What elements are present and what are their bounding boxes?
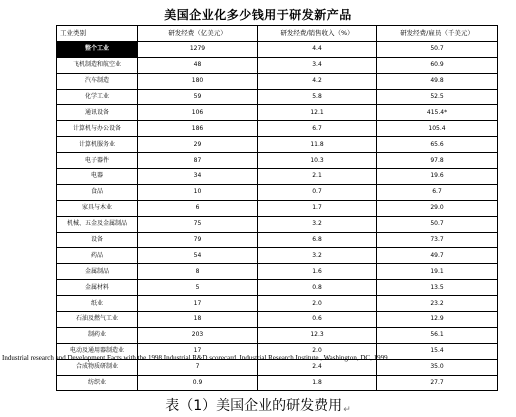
- cell-spend-per-employee: 52.5: [377, 89, 498, 105]
- cell-spend-per-employee: 49.7: [377, 248, 498, 264]
- caption-text: 表（1）美国企业的研发费用: [165, 398, 343, 414]
- cell-industry: 药品: [57, 248, 138, 264]
- cell-spend-ratio: 11.8: [258, 137, 377, 153]
- cell-spend-per-employee: 23.2: [377, 296, 498, 312]
- cell-spend-ratio: 0.8: [258, 280, 377, 296]
- cell-industry: 计算机与办公设备: [57, 121, 138, 137]
- table-row: [57, 121, 498, 137]
- cell-spend-per-employee: 6.7: [377, 184, 498, 200]
- cell-spend-ratio: 2.1: [258, 169, 377, 185]
- cell-spend: 59: [138, 89, 258, 105]
- table-row: [57, 375, 498, 391]
- source-citation: Industrial research and Development Facts with the 1998 Industrial R&D scorecard. Industrial Research Institute., Washington, DC, 1999: [2, 354, 388, 362]
- cell-spend-per-employee: 97.8: [377, 153, 498, 169]
- header-row: [57, 26, 498, 42]
- cell-spend-ratio: 2.4: [258, 359, 377, 375]
- cell-spend-ratio: 4.2: [258, 73, 377, 89]
- cell-spend-ratio: 3.2: [258, 248, 377, 264]
- rd-table: [56, 25, 498, 391]
- cell-spend: 10: [138, 184, 258, 200]
- cell-spend: 7: [138, 359, 258, 375]
- cell-spend-ratio: 1.6: [258, 264, 377, 280]
- cell-spend: 54: [138, 248, 258, 264]
- cell-spend-ratio: 3.2: [258, 216, 377, 232]
- cell-spend-ratio: 6.8: [258, 232, 377, 248]
- cell-spend: 203: [138, 327, 258, 343]
- cell-industry: 整个工业: [57, 41, 138, 57]
- table-row: [57, 73, 498, 89]
- paragraph-mark-icon: ↵: [343, 405, 351, 415]
- cell-industry: 合成物质研制业: [57, 359, 138, 375]
- cell-spend-ratio: 1.8: [258, 375, 377, 391]
- cell-spend-ratio: 4.4: [258, 41, 377, 57]
- table-row: [57, 89, 498, 105]
- cell-spend-ratio: 0.7: [258, 184, 377, 200]
- cell-industry: 纺织业: [57, 375, 138, 391]
- table-body: [57, 41, 498, 391]
- cell-spend-ratio: 3.4: [258, 57, 377, 73]
- cell-spend-ratio: 12.3: [258, 327, 377, 343]
- table-row: [57, 169, 498, 185]
- cell-industry: 金属材料: [57, 280, 138, 296]
- cell-industry: 飞机制造和航空业: [57, 57, 138, 73]
- cell-spend-per-employee: 105.4: [377, 121, 498, 137]
- table-row: [57, 41, 498, 57]
- cell-spend-per-employee: 19.6: [377, 169, 498, 185]
- cell-spend-per-employee: 50.7: [377, 41, 498, 57]
- cell-spend-ratio: 2.0: [258, 296, 377, 312]
- table-row: [57, 184, 498, 200]
- cell-spend-per-employee: 73.7: [377, 232, 498, 248]
- cell-industry: 电动及通用器制造业: [57, 343, 138, 359]
- cell-spend: 29: [138, 137, 258, 153]
- cell-spend-per-employee: 35.0: [377, 359, 498, 375]
- table-title: 美国企业化多少钱用于研发新产品: [164, 8, 352, 22]
- table-row: [57, 153, 498, 169]
- table-row: [57, 312, 498, 328]
- cell-spend-per-employee: 49.8: [377, 73, 498, 89]
- cell-spend: 5: [138, 280, 258, 296]
- table-row: [57, 296, 498, 312]
- cell-spend: 79: [138, 232, 258, 248]
- cell-industry: 石油及燃气工业: [57, 312, 138, 328]
- cell-spend-ratio: 6.7: [258, 121, 377, 137]
- cell-spend: 75: [138, 216, 258, 232]
- table-row: [57, 137, 498, 153]
- cell-industry: 制药业: [57, 327, 138, 343]
- cell-spend-per-employee: 19.1: [377, 264, 498, 280]
- cell-spend-per-employee: 415.4*: [377, 105, 498, 121]
- cell-spend: 0.9: [138, 375, 258, 391]
- figure-caption: [0, 395, 516, 415]
- header-cell-spend-ratio: 研发经费/销售收入（%）: [258, 26, 377, 42]
- table-row: [57, 264, 498, 280]
- table-row: [57, 232, 498, 248]
- cell-spend-per-employee: 56.1: [377, 327, 498, 343]
- cell-spend: 48: [138, 57, 258, 73]
- table-row: [57, 200, 498, 216]
- header-cell-industry: 工业类别: [57, 26, 138, 42]
- cell-industry: 金属制品: [57, 264, 138, 280]
- cell-spend-ratio: 12.1: [258, 105, 377, 121]
- cell-spend-ratio: 1.7: [258, 200, 377, 216]
- cell-spend-per-employee: 27.7: [377, 375, 498, 391]
- cell-industry: 化学工业: [57, 89, 138, 105]
- cell-spend: 8: [138, 264, 258, 280]
- cell-spend-per-employee: 13.5: [377, 280, 498, 296]
- cell-spend: 186: [138, 121, 258, 137]
- cell-spend-per-employee: 50.7: [377, 216, 498, 232]
- cell-spend: 6: [138, 200, 258, 216]
- cell-spend: 87: [138, 153, 258, 169]
- cell-spend: 34: [138, 169, 258, 185]
- cell-industry: 汽车制造: [57, 73, 138, 89]
- cell-spend: 17: [138, 343, 258, 359]
- cell-spend-per-employee: 15.4: [377, 343, 498, 359]
- header-cell-spend-per-employee: 研发经费/雇员（千美元）: [377, 26, 498, 42]
- table-row: [57, 57, 498, 73]
- cell-industry: 计算机服务业: [57, 137, 138, 153]
- cell-spend: 1279: [138, 41, 258, 57]
- cell-spend: 17: [138, 296, 258, 312]
- header-cell-spend: 研发经费（亿美元）: [138, 26, 258, 42]
- table-row: [57, 216, 498, 232]
- cell-industry: 电子器件: [57, 153, 138, 169]
- cell-industry: 机械、五金及金属制品: [57, 216, 138, 232]
- cell-spend: 18: [138, 312, 258, 328]
- cell-spend-ratio: 10.3: [258, 153, 377, 169]
- table-row: [57, 248, 498, 264]
- cell-industry: 家具与木业: [57, 200, 138, 216]
- cell-industry: 食品: [57, 184, 138, 200]
- cell-industry: 设备: [57, 232, 138, 248]
- table-row: [57, 105, 498, 121]
- cell-spend-per-employee: 65.6: [377, 137, 498, 153]
- cell-spend-ratio: 0.6: [258, 312, 377, 328]
- table-row: [57, 280, 498, 296]
- table-row: [57, 327, 498, 343]
- cell-industry: 通讯设备: [57, 105, 138, 121]
- cell-spend: 106: [138, 105, 258, 121]
- cell-spend-per-employee: 12.9: [377, 312, 498, 328]
- cell-spend-ratio: 5.8: [258, 89, 377, 105]
- cell-spend-ratio: 2.0: [258, 343, 377, 359]
- cell-industry: 电器: [57, 169, 138, 185]
- cell-spend-per-employee: 29.0: [377, 200, 498, 216]
- cell-spend: 180: [138, 73, 258, 89]
- cell-industry: 纸业: [57, 296, 138, 312]
- cell-spend-per-employee: 60.9: [377, 57, 498, 73]
